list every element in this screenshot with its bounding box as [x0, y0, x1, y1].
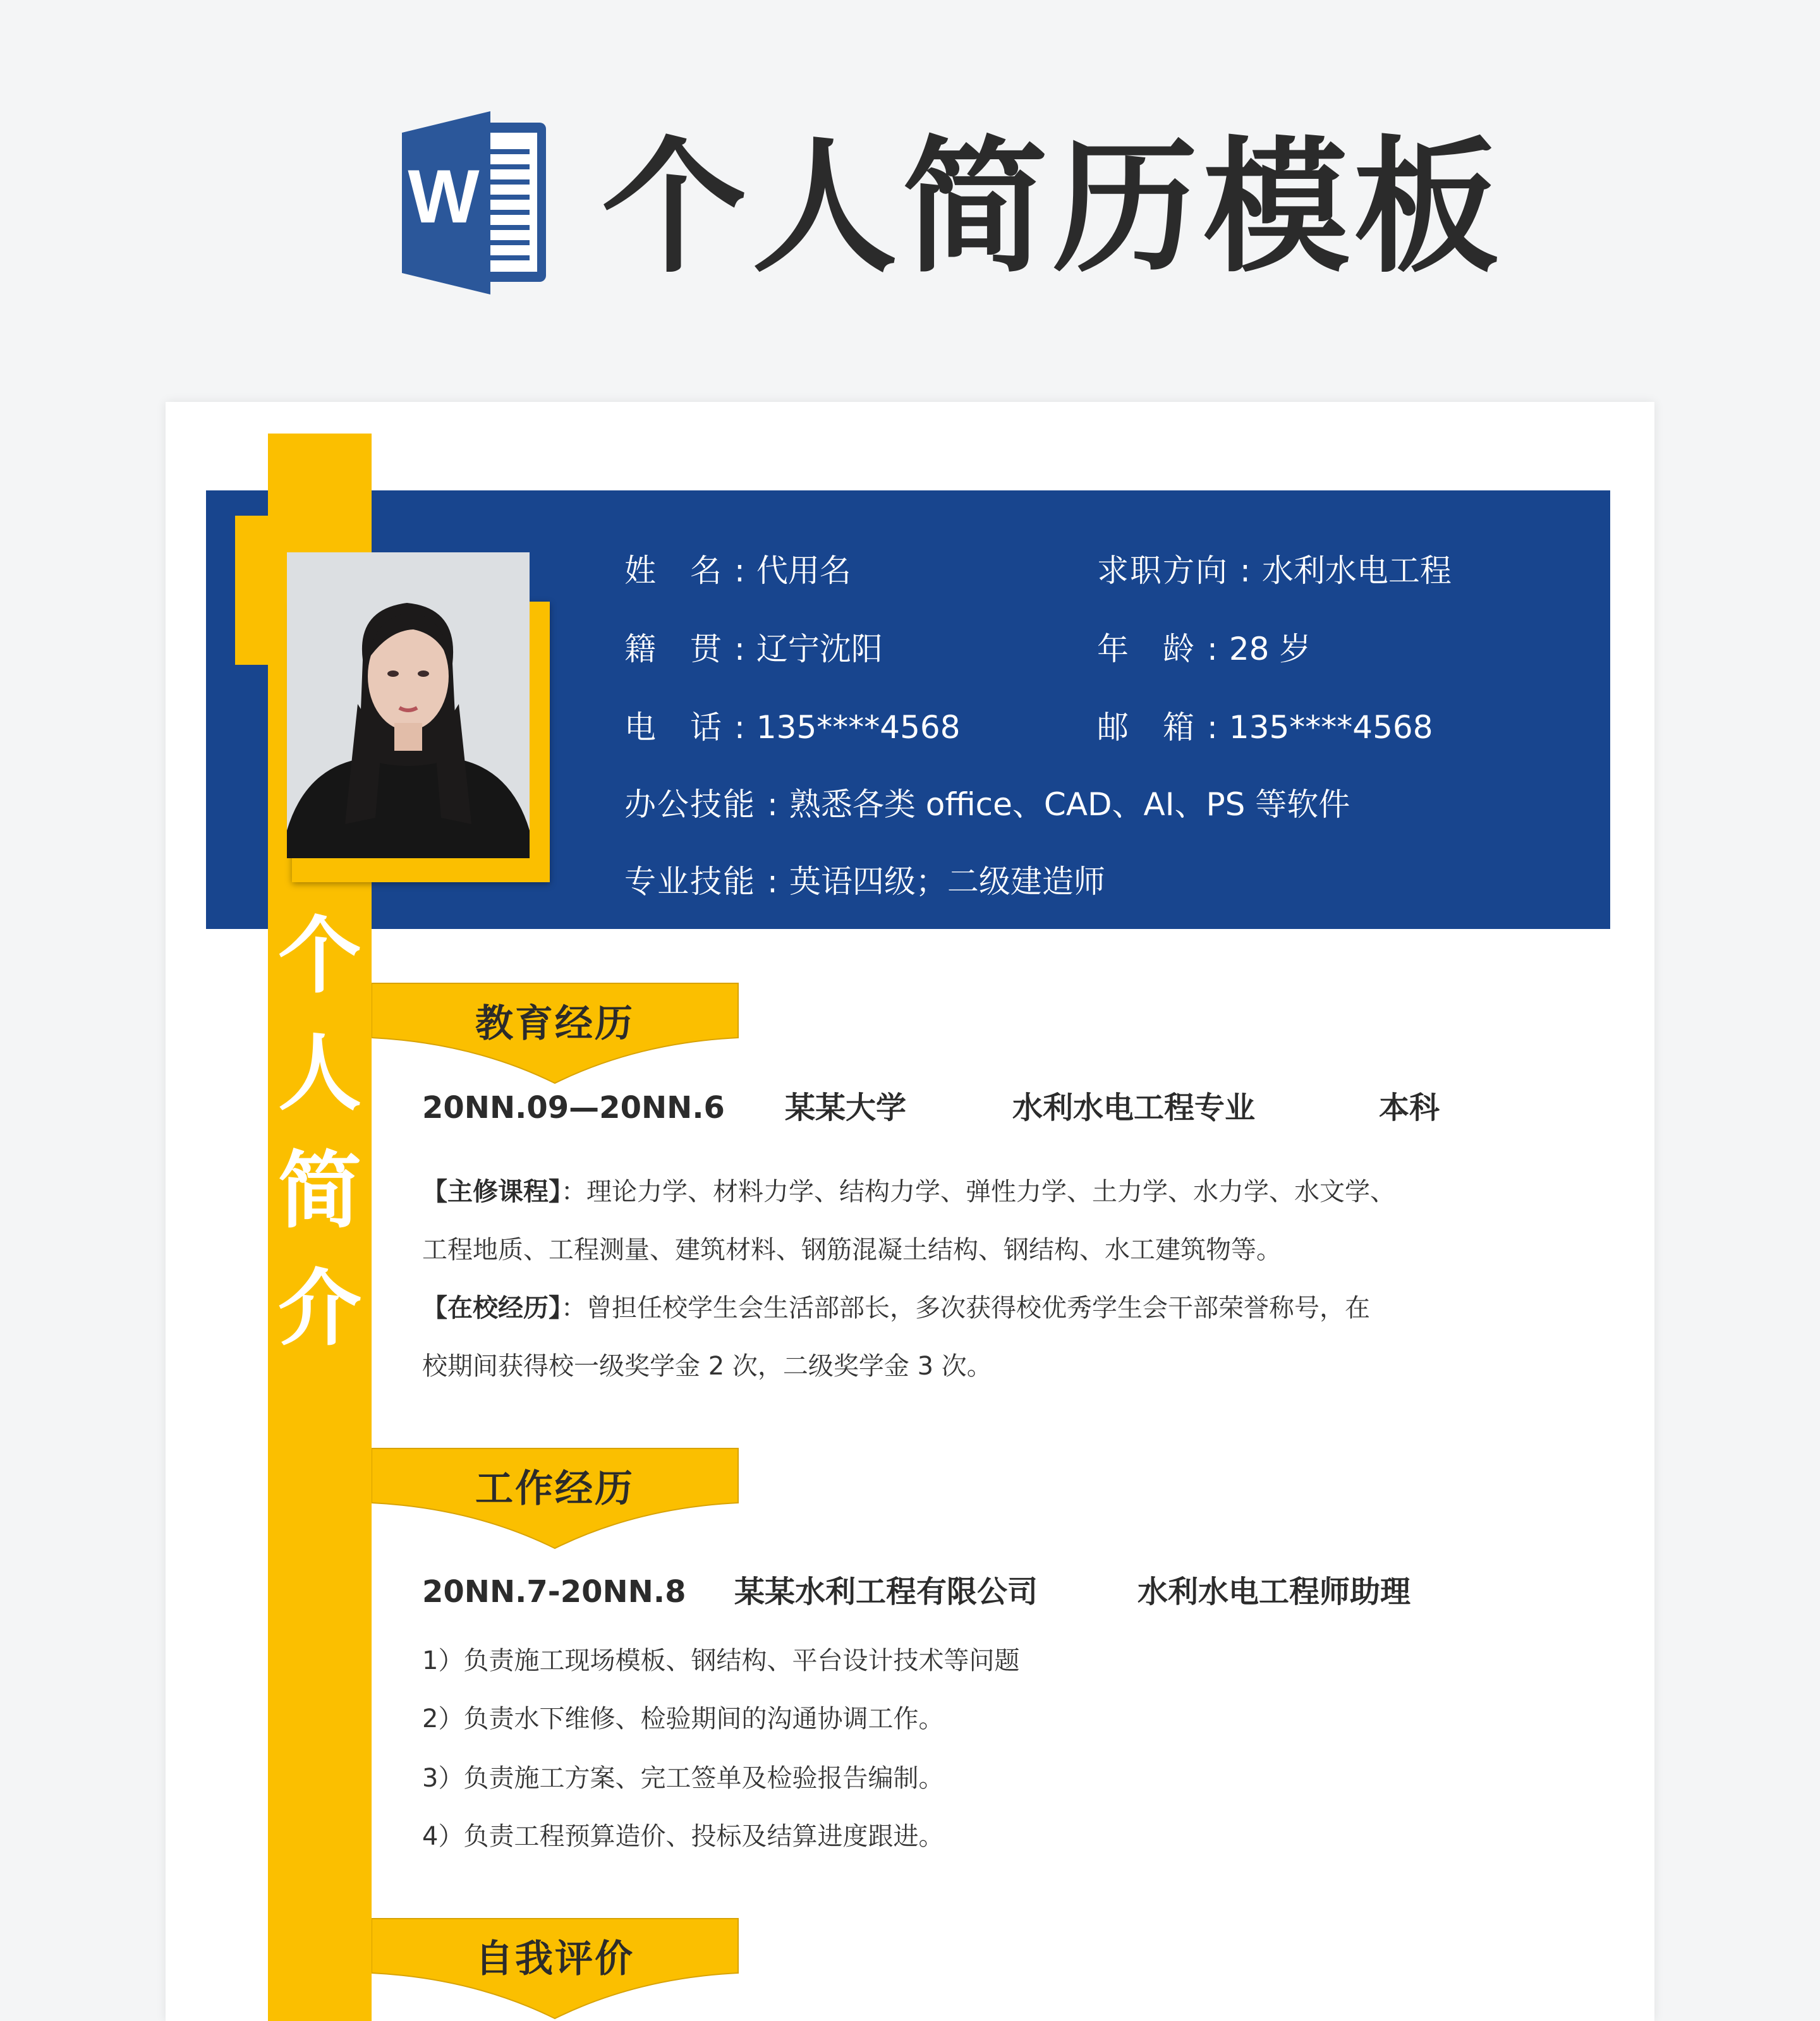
vertical-title-char: 简	[278, 1143, 361, 1240]
campus-line-2: 校期间获得校一级奖学金 2 次，二级奖学金 3 次。	[422, 1352, 992, 1381]
work-duty: 4）负责工程预算造价、投标及结算进度跟进。	[422, 1822, 944, 1851]
portrait-photo	[287, 552, 530, 858]
work-period: 20NN.7-20NN.8	[422, 1574, 686, 1610]
section-heading-education: 教育经历	[475, 1002, 634, 1046]
info-label: 求职方向	[1097, 552, 1228, 589]
courses-line-2: 工程地质、工程测量、建筑材料、钢筋混凝土结构、钢结构、水工建筑物等。	[422, 1235, 1282, 1265]
info-value: 135****4568	[756, 709, 961, 746]
banner-title: 个人简历模板	[602, 124, 1505, 293]
section-tag-work	[372, 1447, 741, 1558]
education-period: 20NN.09—20NN.6	[422, 1090, 725, 1126]
info-value: 英语四级；二级建造师	[789, 863, 1105, 900]
work-duty: 2）负责水下维修、检验期间的沟通协调工作。	[422, 1704, 944, 1733]
section-heading-self-eval: 自我评价	[475, 1937, 634, 1981]
info-pro-skills: 专业技能 : 英语四级；二级建造师	[624, 859, 1105, 904]
template-banner	[0, 0, 1820, 404]
info-label: 年 龄	[1097, 631, 1196, 667]
info-value: 代用名	[756, 552, 851, 589]
info-phone: 电 话 : 135****4568	[624, 705, 961, 750]
education-entry-header	[422, 1086, 1585, 1130]
section-heading-work: 工作经历	[475, 1467, 634, 1511]
campus-key: 【在校经历】	[422, 1294, 561, 1323]
resume-sheet	[166, 402, 1654, 2021]
info-label: 邮 箱	[1097, 709, 1196, 746]
info-label: 专业技能	[624, 863, 756, 900]
info-label: 姓 名	[624, 552, 723, 589]
info-job-target: 求职方向 : 水利水电工程	[1097, 549, 1452, 593]
info-email: 邮 箱 : 135****4568	[1097, 705, 1433, 750]
education-courses	[422, 1163, 1585, 1395]
education-major: 水利水电工程专业	[1012, 1090, 1256, 1126]
vertical-title-char: 介	[278, 1260, 361, 1357]
section-tag-self-eval	[372, 1917, 741, 2021]
section-tag-education	[372, 982, 741, 1093]
courses-key: 【主修课程】	[422, 1177, 561, 1206]
word-icon-letter: W	[408, 154, 480, 239]
info-label: 籍 贯	[624, 631, 723, 667]
info-label: 办公技能	[624, 786, 756, 823]
info-value: 辽宁沈阳	[756, 631, 883, 667]
info-value: 熟悉各类 office、CAD、AI、PS 等软件	[789, 786, 1350, 823]
work-company: 某某水利工程有限公司	[734, 1574, 1038, 1610]
info-hometown: 籍 贯 : 辽宁沈阳	[624, 627, 883, 671]
work-duty: 3）负责施工方案、完工签单及检验报告编制。	[422, 1764, 944, 1793]
info-office-skills: 办公技能 : 熟悉各类 office、CAD、AI、PS 等软件	[624, 782, 1350, 827]
vertical-title-char: 人	[278, 1025, 361, 1122]
work-entry-header	[422, 1570, 1585, 1614]
education-degree: 本科	[1379, 1090, 1440, 1126]
info-age: 年 龄 : 28 岁	[1097, 627, 1311, 671]
word-document-icon	[402, 111, 550, 294]
sidebar-vertical-title	[268, 897, 372, 1368]
education-school: 某某大学	[785, 1090, 907, 1126]
campus-line-1: ：曾担任校学生会生活部部长，多次获得校优秀学生会干部荣誉称号，在	[561, 1294, 1370, 1323]
info-value: 28 岁	[1228, 631, 1311, 667]
courses-line-1: ：理论力学、材料力学、结构力学、弹性力学、土力学、水力学、水文学、	[561, 1177, 1395, 1206]
vertical-title-char: 个	[278, 907, 361, 1005]
work-position: 水利水电工程师助理	[1138, 1574, 1411, 1610]
info-value: 135****4568	[1228, 709, 1433, 746]
info-value: 水利水电工程	[1261, 552, 1452, 589]
info-label: 电 话	[624, 709, 723, 746]
work-duty: 1）负责施工现场模板、钢结构、平台设计技术等问题	[422, 1646, 1020, 1675]
info-name: 姓 名 : 代用名	[624, 549, 851, 593]
